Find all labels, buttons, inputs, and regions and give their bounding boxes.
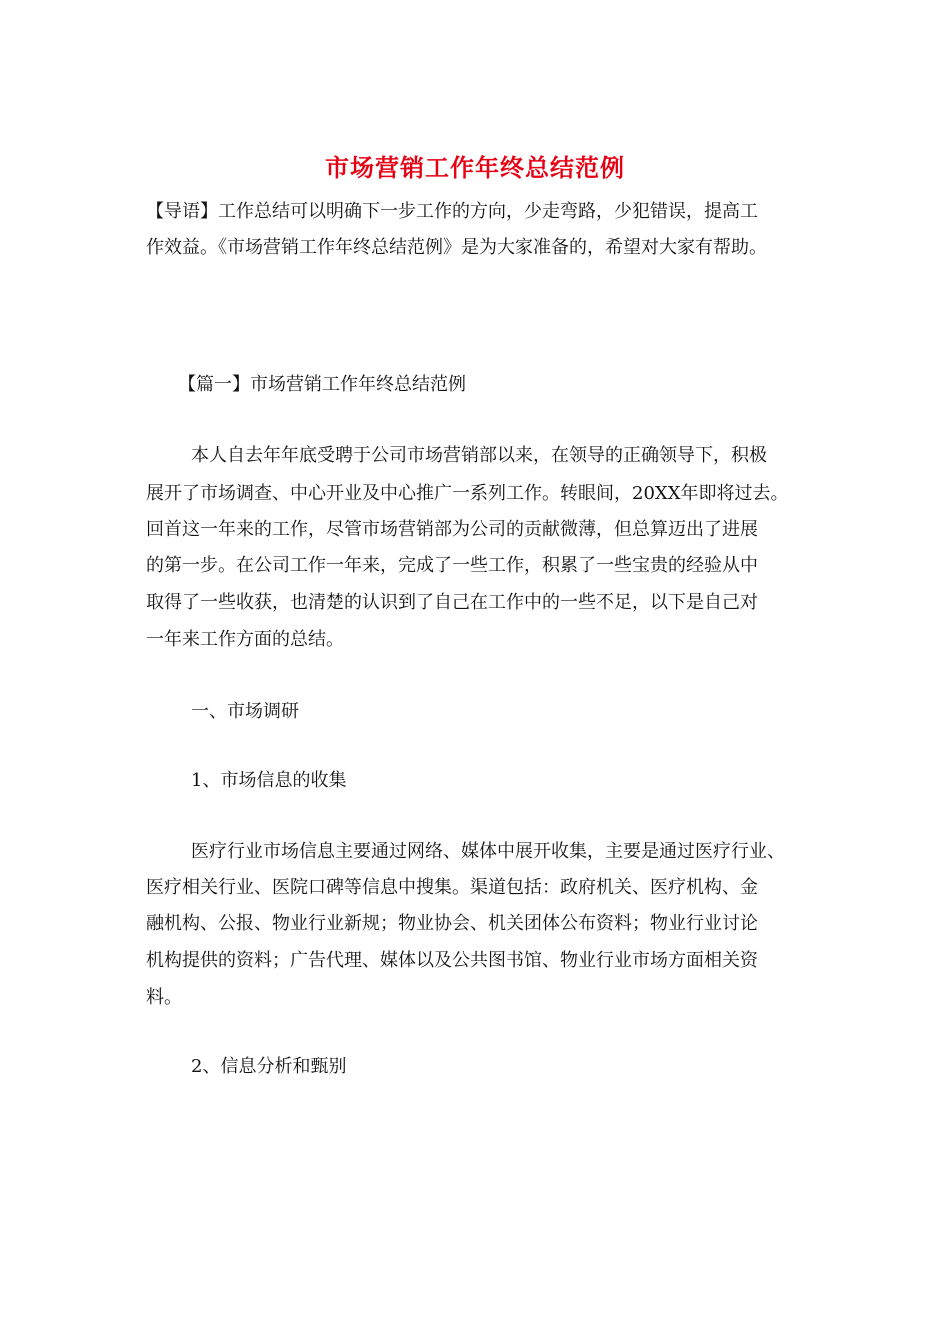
paragraph1-line-2: 展开了市场调查、中心开业及中心推广一系列工作。转眼间，20XX年即将过去。 xyxy=(146,483,789,504)
paragraph2-line-3: 融机构、公报、物业行业新规；物业协会、机关团体公布资料；物业行业讨论 xyxy=(146,913,758,934)
lead-line-1: 【导语】工作总结可以明确下一步工作的方向，少走弯路，少犯错误，提高工 xyxy=(146,201,758,222)
document-title: 市场营销工作年终总结范例 xyxy=(325,153,625,182)
lead-line-2: 作效益。《市场营销工作年终总结范例》是为大家准备的，希望对大家有帮助。 xyxy=(146,237,767,258)
paragraph2-line-5: 料。 xyxy=(146,987,182,1008)
paragraph1-line-1: 本人自去年年底受聘于公司市场营销部以来，在领导的正确领导下，积极 xyxy=(191,445,767,466)
section-heading: 【篇一】市场营销工作年终总结范例 xyxy=(178,374,466,395)
paragraph2-line-4: 机构提供的资料；广告代理、媒体以及公共图书馆、物业行业市场方面相关资 xyxy=(146,950,758,971)
paragraph2-line-1: 医疗行业市场信息主要通过网络、媒体中展开收集，主要是通过医疗行业、 xyxy=(191,841,785,862)
paragraph2-line-2: 医疗相关行业、医院口碑等信息中搜集。渠道包括：政府机关、医疗机构、金 xyxy=(146,877,758,898)
subheading-info-collection: 1、市场信息的收集 xyxy=(191,770,347,791)
heading-market-research: 一、市场调研 xyxy=(191,701,299,722)
paragraph1-line-3: 回首这一年来的工作，尽管市场营销部为公司的贡献微薄，但总算迈出了进展 xyxy=(146,519,758,540)
paragraph1-line-4: 的第一步。在公司工作一年来，完成了一些工作，积累了一些宝贵的经验从中 xyxy=(146,555,758,576)
subheading-info-analysis: 2、信息分析和甄别 xyxy=(191,1056,347,1077)
paragraph1-line-6: 一年来工作方面的总结。 xyxy=(146,629,344,650)
paragraph1-line-5: 取得了一些收获，也清楚的认识到了自己在工作中的一些不足，以下是自己对 xyxy=(146,592,758,613)
